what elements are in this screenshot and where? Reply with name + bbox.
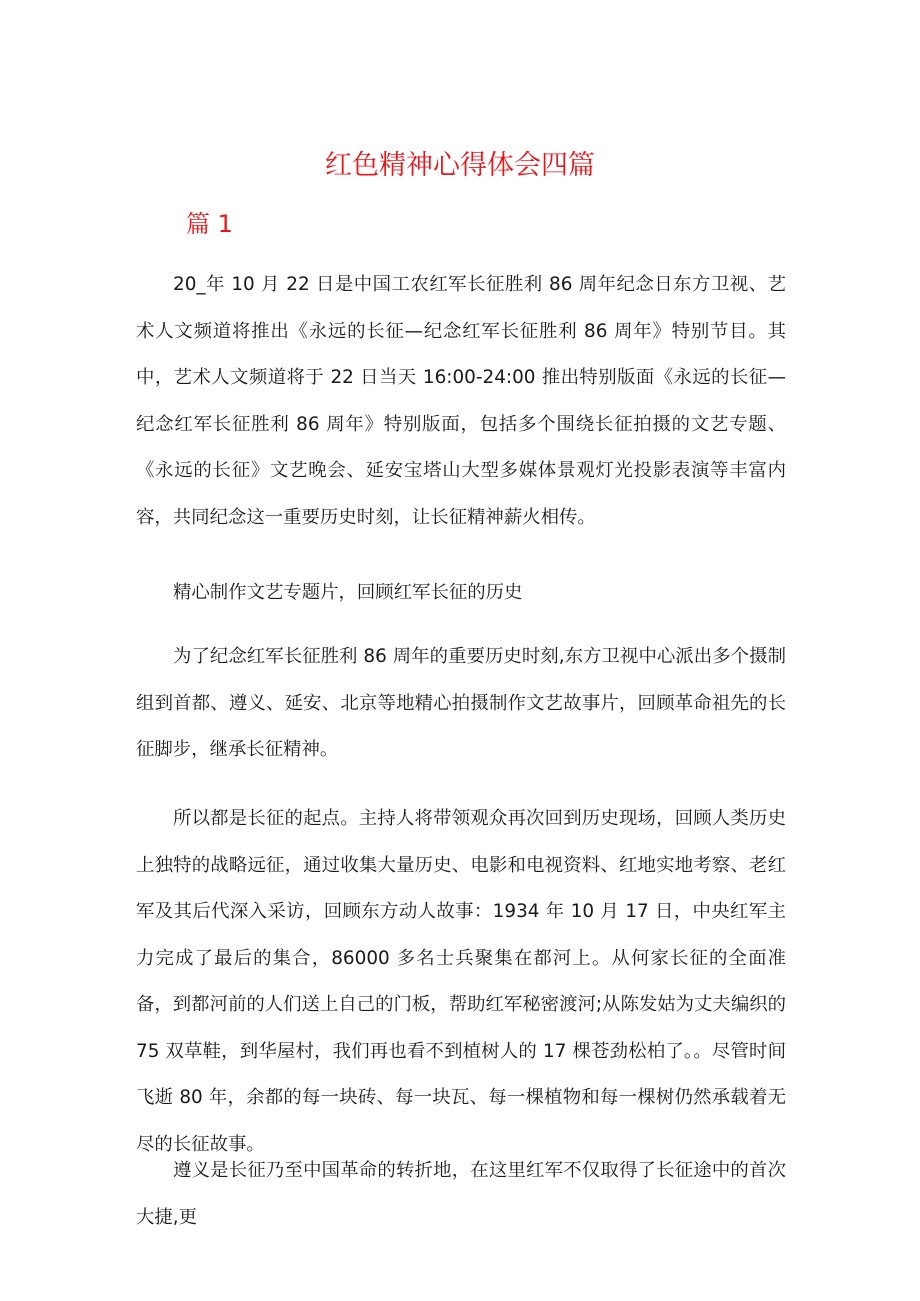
paragraph-zunyi: 遵义是长征乃至中国革命的转折地，在这里红军不仅取得了长征途中的首次大捷,更 <box>136 1160 786 1228</box>
document-title: 红色精神心得体会四篇 <box>325 150 595 181</box>
paragraph-starting-point: 所以都是长征的起点。主持人将带领观众再次回到历史现场，回顾人类历史上独特的战略远征，通过收集大量历史、电影和电视资料、红地实地考察、老红军及其后代深入采访，回顾东方动人故事：1934 年 10 月 17 日，中央红军主力完成了最后的集合，86000 多名士兵聚集在都河上。从何家长征的全面准备，到都河前的人们送上自己的门板，帮助红军秘密渡河;从陈发姑为丈夫编织的 75 双草鞋，到华屋村，我们再也看不到植树人的 17 棵苍劲松柏了。。尽管时间飞逝 80 年，余都的每一块砖、每一块瓦、每一棵植物和每一棵树仍然承载着无尽的长征故事。 <box>136 808 786 1155</box>
section-heading: 篇 1 <box>186 210 233 238</box>
paragraph-subheading: 精心制作文艺专题片，回顾红军长征的历史 <box>173 582 523 603</box>
paragraph-intro: 20_年 10 月 22 日是中国工农红军长征胜利 86 周年纪念日东方卫视、艺术人文频道将推出《永远的长征—纪念红军长征胜利 86 周年》特别节目。其中，艺术人文频道将于 22 日当天 16:00-24:00 推出特别版面《永远的长征—纪念红军长征胜利 86 周年》特别版面，包括多个围绕长征拍摄的文艺专题、《永远的长征》文艺晚会、延安宝塔山大型多媒体景观灯光投影表演等丰富内容，共同纪念这一重要历史时刻，让长征精神薪火相传。 <box>136 274 786 528</box>
paragraph-filming: 为了纪念红军长征胜利 86 周年的重要历史时刻,东方卫视中心派出多个摄制组到首都、遵义、延安、北京等地精心拍摄制作文艺故事片，回顾革命祖先的长征脚步，继承长征精神。 <box>136 646 786 760</box>
